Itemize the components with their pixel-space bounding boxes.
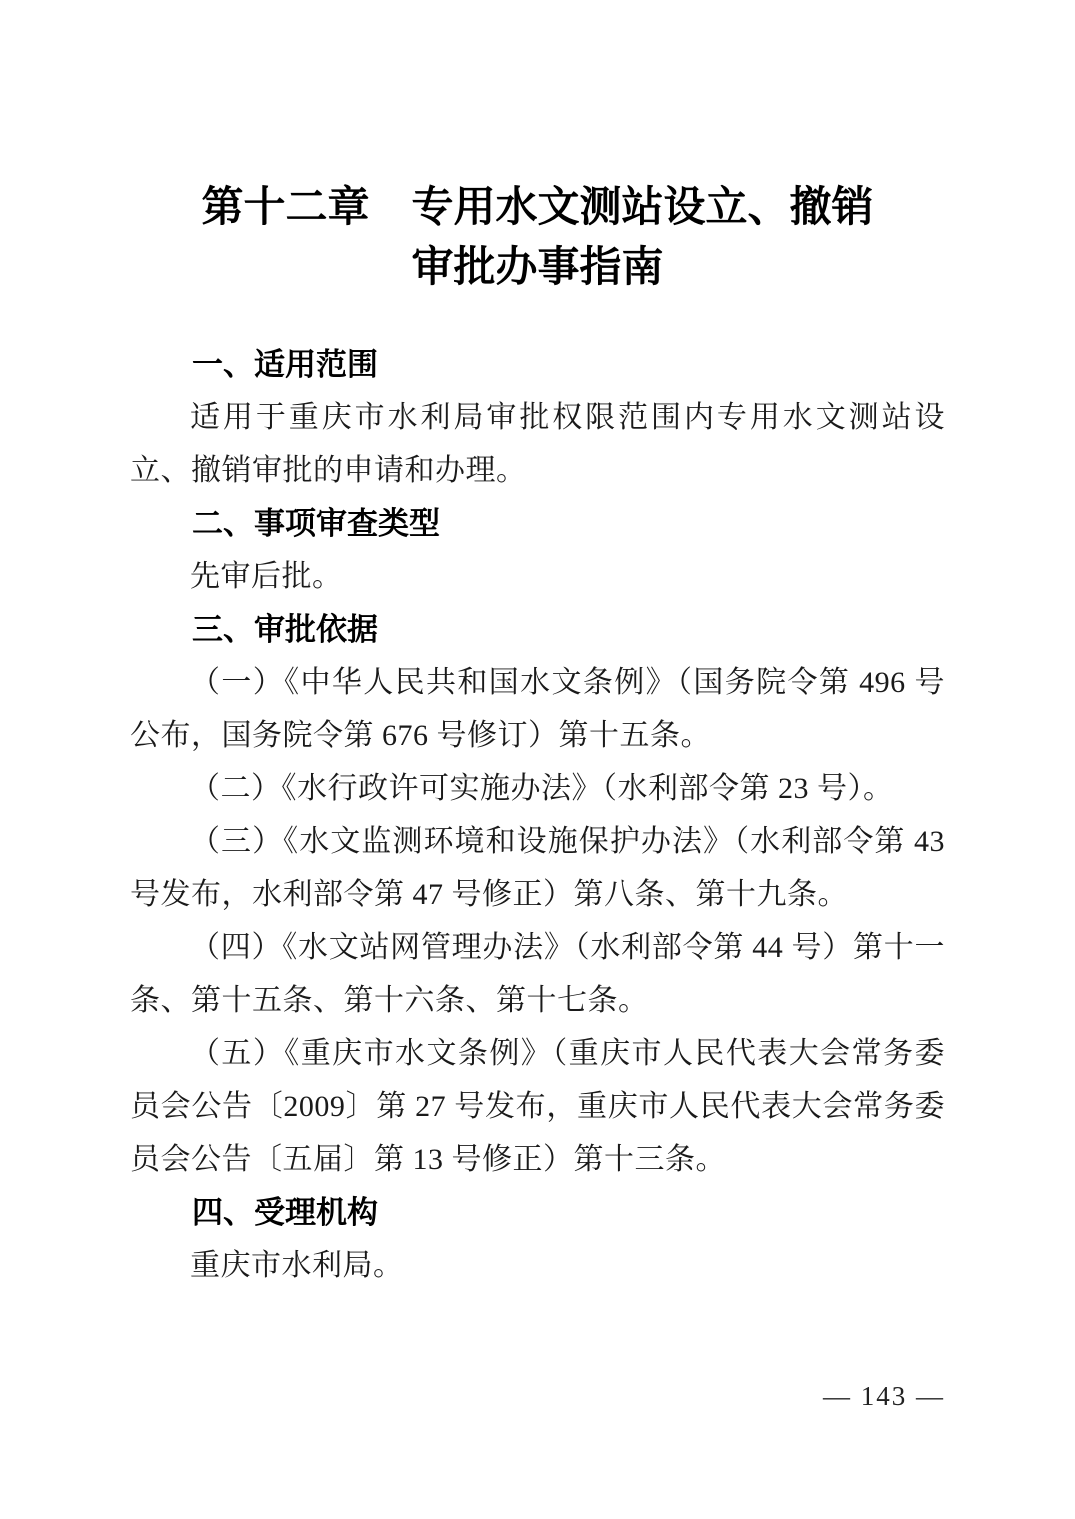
paragraph-scope: 适用于重庆市水利局审批权限范围内专用水文测站设立、撤销审批的申请和办理。: [130, 401, 945, 487]
section-heading-scope: 一、适用范围: [192, 347, 378, 382]
paragraph-basis-item-1: （一）《中华人民共和国水文条例》（国务院令第 496 号公布，国务院令第 676 号修订）第十五条。: [130, 666, 945, 752]
chapter-title-line-1: 第十二章 专用水文测站设立、撤销: [201, 185, 874, 231]
section-heading-approval-basis: 三、审批依据: [192, 612, 378, 647]
chapter-title-line-2: 审批办事指南: [411, 245, 664, 291]
paragraph-basis-item-5: （五）《重庆市水文条例》（重庆市人民代表大会常务委员会公告〔2009〕第 27 号发布，重庆市人民代表大会常务委员会公告〔五届〕第 13 号修正）第十三条。: [130, 1037, 945, 1176]
paragraph-basis-item-4: （四）《水文站网管理办法》（水利部令第 44 号）第十一条、第十五条、第十六条、第十七条。: [130, 931, 945, 1017]
paragraph-basis-item-3: （三）《水文监测环境和设施保护办法》（水利部令第 43 号发布，水利部令第 47 号修正）第八条、第十九条。: [130, 825, 945, 911]
section-heading-accepting-agency: 四、受理机构: [192, 1195, 378, 1230]
page-number: — 143 —: [823, 1381, 945, 1411]
chapter-title: [130, 178, 945, 298]
paragraph-accepting-agency: 重庆市水利局。: [190, 1249, 404, 1282]
section-heading-review-type: 二、事项审查类型: [192, 506, 440, 541]
document-content: [130, 0, 945, 1292]
paragraph-review-type: 先审后批。: [190, 560, 343, 593]
paragraph-basis-item-2: （二）《水行政许可实施办法》（水利部令第 23 号）。: [190, 772, 894, 805]
